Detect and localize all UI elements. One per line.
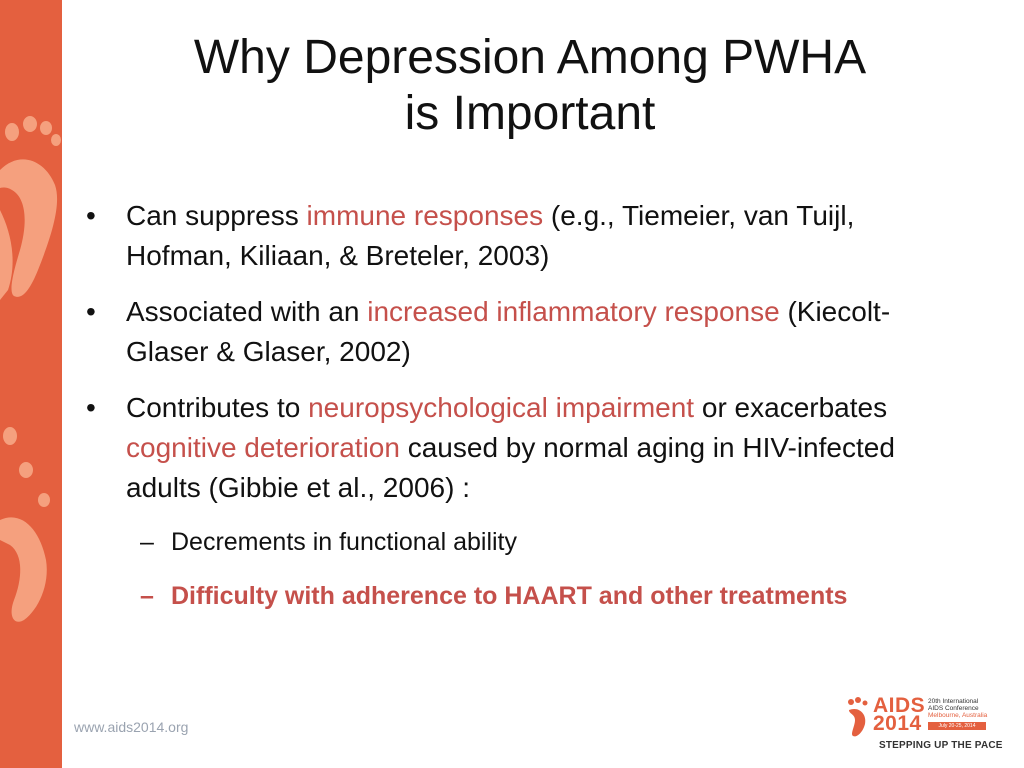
bullet-text: (e.g., Tiemeier, van Tuijl, Hofman, Kiliaan, & Breteler, 2003) <box>126 200 855 271</box>
bullet-marker: • <box>86 392 96 423</box>
bullet-text: or exacerbates <box>694 392 888 423</box>
logo-year: 2014 <box>873 712 922 735</box>
highlight-text: immune responses <box>306 200 544 231</box>
footer-url: www.aids2014.org <box>74 719 189 735</box>
sub-bullet-text: Decrements in functional ability <box>171 528 517 556</box>
logo-dates: July 20-25, 2014 <box>928 722 986 730</box>
bullet-text: caused by normal aging in HIV-infected adults (Gibbie et al., 2006) : <box>126 432 895 503</box>
bullet-text: Associated with an <box>126 296 368 327</box>
bullet-marker: • <box>86 296 96 327</box>
logo-conference-text <box>928 698 1008 719</box>
sub-bullet-adherence <box>84 578 954 614</box>
footprint-logo-icon <box>845 696 871 740</box>
sub-bullet-marker: – <box>140 528 154 556</box>
bullet-immune <box>84 196 954 276</box>
aids-2014-logo <box>845 692 1024 756</box>
sub-bullet-functional-ability <box>84 524 954 560</box>
slide-title-line1: Why Depression Among PWHA <box>193 31 867 84</box>
bullet-inflammatory <box>84 292 954 372</box>
logo-conference-line3: Melbourne, Australia <box>928 712 988 719</box>
logo-conference-line2: AIDS Conference <box>928 705 979 712</box>
slide-body <box>84 196 954 632</box>
highlight-text: cognitive deterioration <box>126 432 400 463</box>
logo-conference-line1: 20th International <box>928 698 979 705</box>
side-decoration-strip <box>0 0 62 768</box>
logo-word: AIDS <box>873 694 926 717</box>
sub-bullet-marker: – <box>140 582 154 610</box>
bullet-neuropsychological <box>84 388 954 508</box>
bullet-marker: • <box>86 200 96 231</box>
slide-title-line2: is Important <box>404 87 656 140</box>
slide-title <box>90 30 970 142</box>
bullet-text: Can suppress <box>126 200 307 231</box>
bullet-text: Contributes to <box>126 392 309 423</box>
logo-tagline: STEPPING UP THE PACE <box>879 740 1003 751</box>
footprint-pattern-icon <box>0 0 62 768</box>
sub-bullet-text: Difficulty with adherence to HAART and other treatments <box>171 582 848 610</box>
highlight-text: increased inflammatory response <box>367 296 780 327</box>
highlight-text: neuropsychological impairment <box>308 392 695 423</box>
bullet-text: (Kiecolt-Glaser & Glaser, 2002) <box>126 296 891 367</box>
